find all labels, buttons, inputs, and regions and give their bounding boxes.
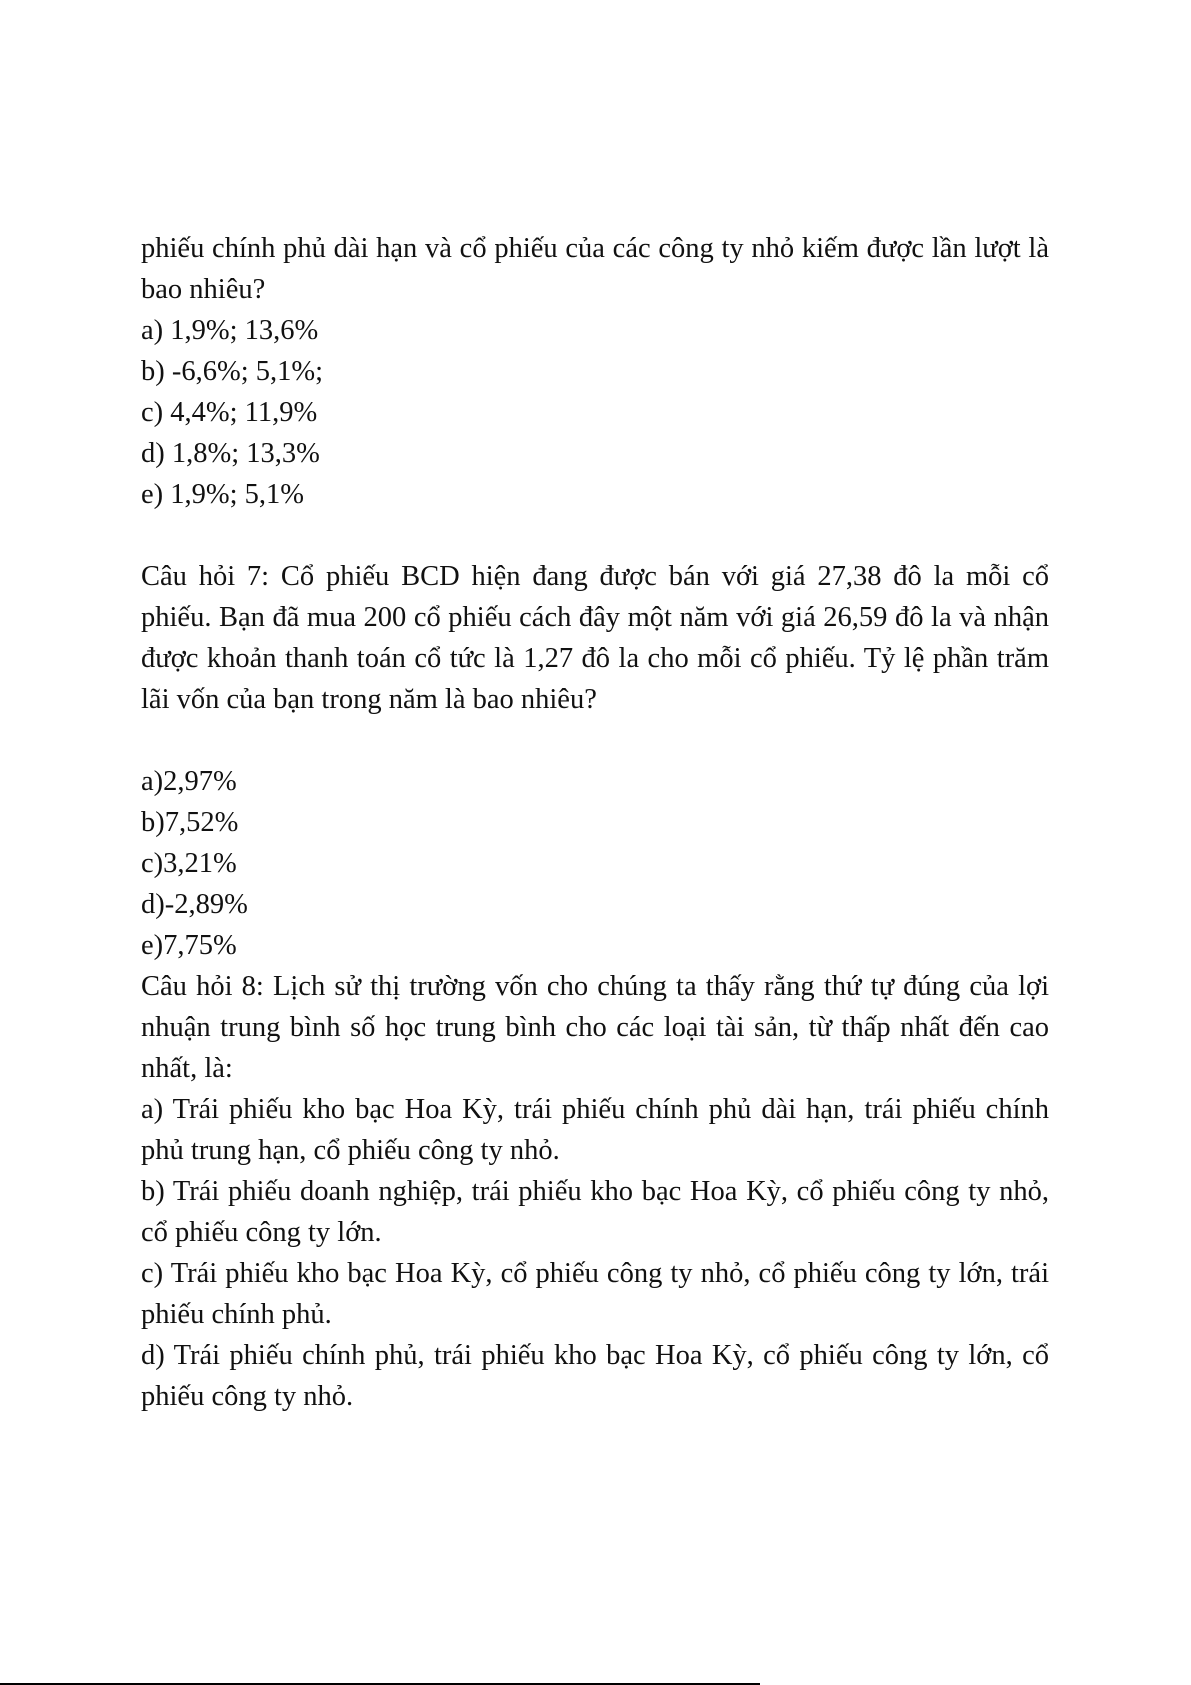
q8-option-b: b) Trái phiếu doanh nghiệp, trái phiếu kho bạc Hoa Kỳ, cổ phiếu công ty nhỏ, cổ phiếu công ty lớn.: [141, 1176, 1049, 1248]
q6-option-e: e) 1,9%; 5,1%: [141, 479, 305, 510]
q7-option-e: e)7,75%: [141, 930, 237, 961]
q8-option-a: a) Trái phiếu kho bạc Hoa Kỳ, trái phiếu chính phủ dài hạn, trái phiếu chính phủ trung hạn, cổ phiếu công ty nhỏ.: [141, 1094, 1049, 1166]
q6-option-b: b) -6,6%; 5,1%;: [141, 356, 324, 387]
q8-stem: Câu hỏi 8: Lịch sử thị trường vốn cho chúng ta thấy rằng thứ tự đúng của lợi nhuận trung bình số học trung bình cho các loại tài sản, từ thấp nhất đến cao nhất, là:: [141, 971, 1049, 1084]
spacer: [141, 720, 1049, 761]
q7-option-b: b)7,52%: [141, 807, 239, 838]
spacer: [141, 515, 1049, 556]
q6-option-d: d) 1,8%; 13,3%: [141, 438, 320, 469]
q7-option-c: c)3,21%: [141, 848, 237, 879]
q7-stem: Câu hỏi 7: Cổ phiếu BCD hiện đang được bán với giá 27,38 đô la mỗi cổ phiếu. Bạn đã mua 200 cổ phiếu cách đây một năm với giá 26,59 đô la và nhận được khoản thanh toán cổ tức là 1,27 đô la cho mỗi cổ phiếu. Tỷ lệ phần trăm lãi vốn của bạn trong năm là bao nhiêu?: [141, 561, 1049, 715]
q8-option-c: c) Trái phiếu kho bạc Hoa Kỳ, cổ phiếu công ty nhỏ, cổ phiếu công ty lớn, trái phiếu chính phủ.: [141, 1258, 1049, 1330]
q8-option-d: d) Trái phiếu chính phủ, trái phiếu kho bạc Hoa Kỳ, cổ phiếu công ty lớn, cổ phiếu công ty nhỏ.: [141, 1340, 1049, 1412]
q7-option-a: a)2,97%: [141, 766, 237, 797]
document-page: [141, 228, 1049, 1417]
q6-stem: phiếu chính phủ dài hạn và cổ phiếu của các công ty nhỏ kiếm được lần lượt là bao nhiêu?: [141, 233, 1049, 305]
q7-option-d: d)-2,89%: [141, 889, 248, 920]
q6-option-a: a) 1,9%; 13,6%: [141, 315, 319, 346]
q6-option-c: c) 4,4%; 11,9%: [141, 397, 318, 428]
